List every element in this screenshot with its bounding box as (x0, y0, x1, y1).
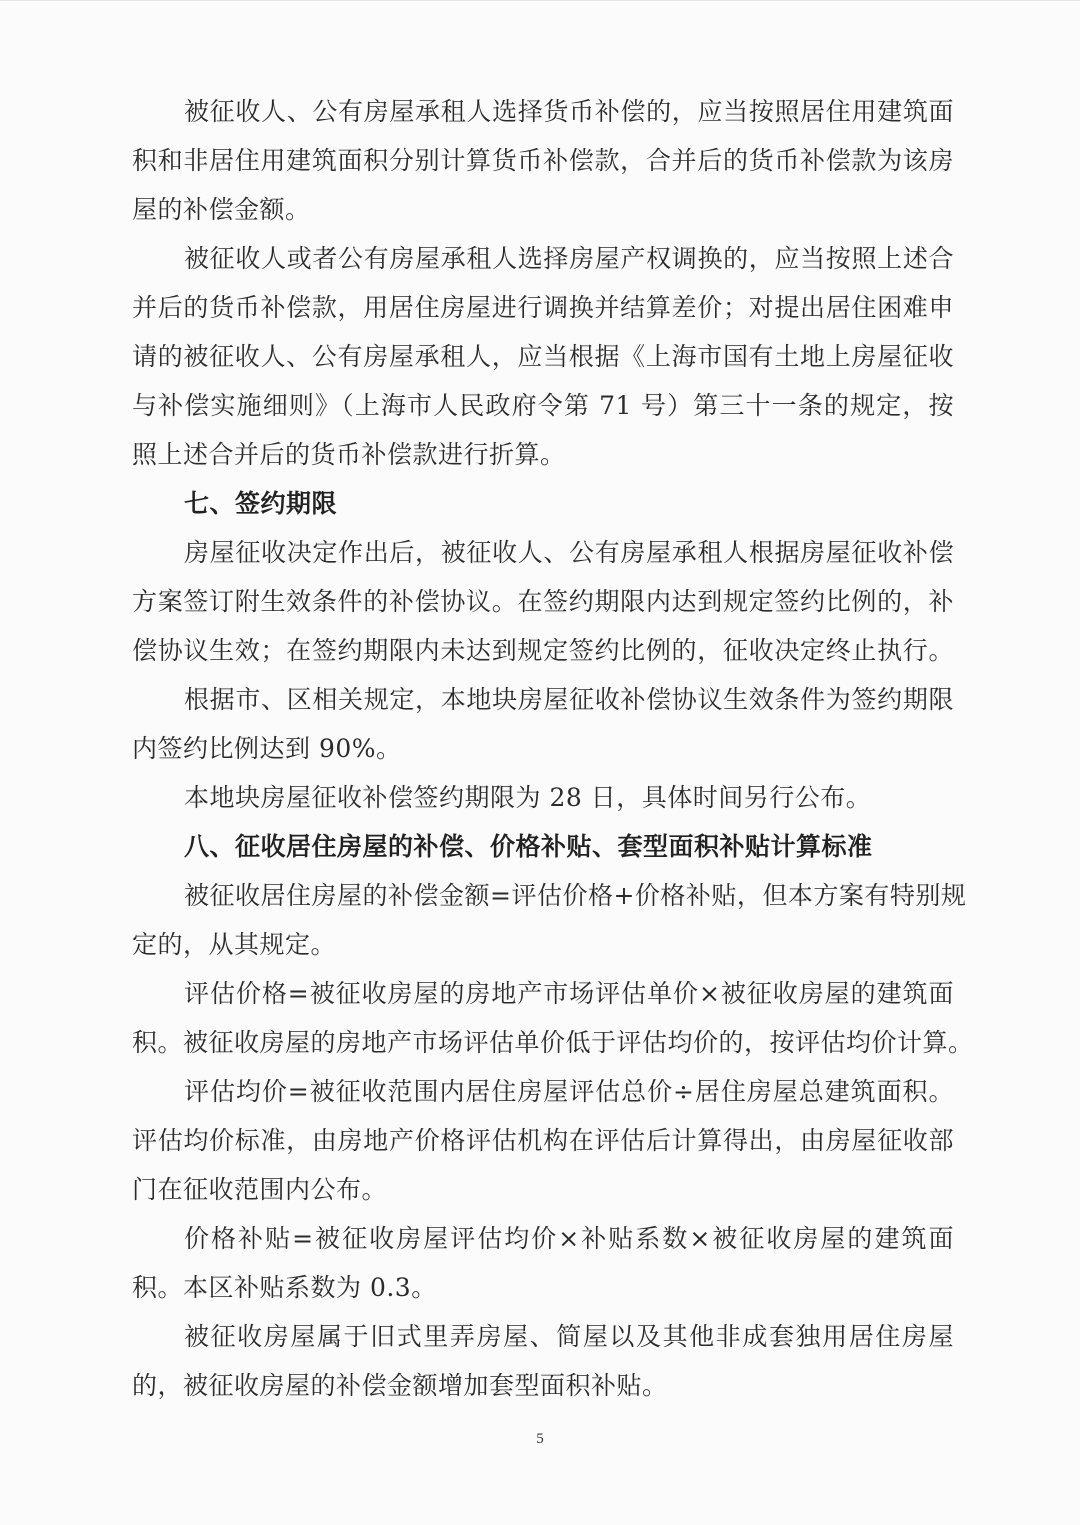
paragraph-line: 积。被征收房屋的房地产市场评估单价低于评估均价的，按评估均价计算。 (132, 1028, 974, 1057)
paragraph-line: 被征收人或者公有房屋承租人选择房屋产权调换的，应当按照上述合 (184, 244, 954, 273)
paragraph-line: 被征收人、公有房屋承租人选择货币补偿的，应当按照居住用建筑面 (184, 97, 954, 126)
page-number: 5 (536, 1431, 544, 1447)
paragraph-line: 价格补贴=被征收房屋评估均价×补贴系数×被征收房屋的建筑面 (184, 1224, 954, 1253)
paragraph-line: 定的，从其规定。 (132, 930, 337, 959)
paragraph-line: 房屋征收决定作出后，被征收人、公有房屋承租人根据房屋征收补偿 (184, 538, 954, 567)
paragraph-line: 请的被征收人、公有房屋承租人，应当根据《上海市国有土地上房屋征收 (132, 342, 954, 371)
paragraph-line: 内签约比例达到 90%。 (132, 734, 402, 763)
paragraph-line: 积。本区补贴系数为 0.3。 (132, 1273, 437, 1302)
paragraph-line: 评估价格=被征收房屋的房地产市场评估单价×被征收房屋的建筑面 (184, 979, 954, 1008)
paragraph-line: 根据市、区相关规定，本地块房屋征收补偿协议生效条件为签约期限 (184, 685, 954, 714)
paragraph-line: 门在征收范围内公布。 (132, 1175, 388, 1204)
section-heading: 八、征收居住房屋的补偿、价格补贴、套型面积补贴计算标准 (184, 832, 873, 861)
paragraph-line: 与补偿实施细则》（上海市人民政府令第 71 号）第三十一条的规定，按 (132, 391, 954, 420)
paragraph-line: 被征收房屋属于旧式里弄房屋、简屋以及其他非成套独用居住房屋 (184, 1322, 954, 1351)
section-heading: 七、签约期限 (184, 489, 338, 518)
paragraph-line: 本地块房屋征收补偿签约期限为 28 日，具体时间另行公布。 (184, 783, 872, 812)
paragraph-line: 屋的补偿金额。 (132, 195, 311, 224)
paragraph-line: 被征收居住房屋的补偿金额=评估价格+价格补贴，但本方案有特别规 (184, 881, 967, 910)
paragraph-line: 评估均价标准，由房地产价格评估机构在评估后计算得出，由房屋征收部 (132, 1126, 954, 1155)
paragraph-line: 照上述合并后的货币补偿款进行折算。 (132, 440, 566, 469)
paragraph-line: 方案签订附生效条件的补偿协议。在签约期限内达到规定签约比例的，补 (132, 587, 954, 616)
paragraph-line: 积和非居住用建筑面积分别计算货币补偿款，合并后的货币补偿款为该房 (132, 146, 954, 175)
paragraph-line: 偿协议生效；在签约期限内未达到规定签约比例的，征收决定终止执行。 (132, 636, 954, 665)
paragraph-line: 的，被征收房屋的补偿金额增加套型面积补贴。 (132, 1371, 668, 1400)
paragraph-line: 并后的货币补偿款，用居住房屋进行调换并结算差价；对提出居住困难申 (132, 293, 954, 322)
paragraph-line: 评估均价=被征收范围内居住房屋评估总价÷居住房屋总建筑面积。 (184, 1077, 954, 1106)
